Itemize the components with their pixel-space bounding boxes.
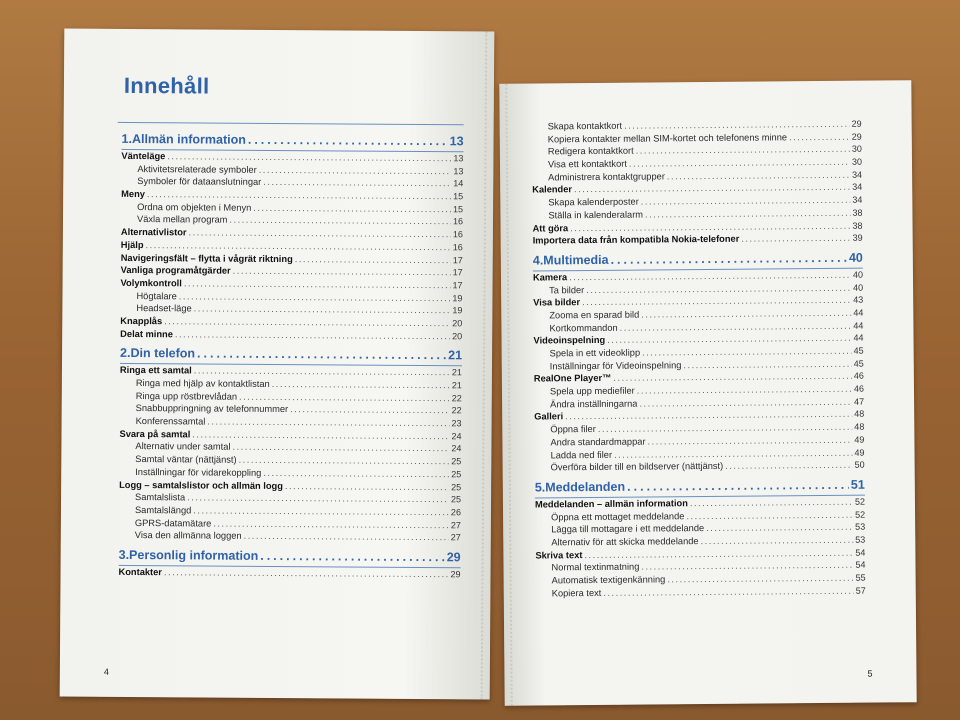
- dot-leader: [586, 282, 851, 294]
- toc-entry-page: 24: [451, 443, 462, 454]
- dot-leader: [187, 493, 449, 505]
- page-heading: Innehåll: [123, 72, 210, 99]
- toc-entry-page: 30: [851, 144, 862, 155]
- toc-entry-title: Samtal väntar (nättjänst): [135, 454, 237, 465]
- dot-leader: [239, 391, 450, 402]
- dot-leader: [569, 270, 851, 282]
- toc-entry-title: Att göra: [532, 222, 569, 234]
- toc-entry-title: Ringa upp röstbrevlådan: [135, 390, 238, 402]
- toc-entry-page: 51: [850, 477, 865, 492]
- dot-leader: [232, 442, 449, 454]
- toc-entry-title: Ringa med hjälp av kontaktlistan: [135, 378, 270, 389]
- toc-entry-title: Administrera kontaktgrupper: [548, 171, 665, 183]
- toc-entry-page: 13: [453, 153, 464, 164]
- toc-entry-page: 52: [854, 496, 865, 507]
- toc-left: [118, 127, 463, 582]
- toc-entry-page: 21: [451, 367, 462, 378]
- toc-section: [118, 567, 460, 582]
- toc-entry-page: 27: [450, 519, 461, 530]
- dot-leader: [263, 468, 449, 479]
- toc-entry-page: 34: [852, 194, 863, 205]
- toc-entry-title: Visa den allmänna loggen: [134, 530, 242, 542]
- dot-leader: [607, 333, 851, 345]
- toc-entry-title: Meny: [121, 188, 145, 200]
- dot-leader: [260, 549, 445, 564]
- toc-entry-title: Ta bilder: [549, 284, 585, 295]
- toc-entry-title: Meddelanden – allmän information: [534, 498, 688, 510]
- toc-entry-title: Högtalare: [136, 290, 177, 301]
- left-page: [60, 29, 495, 700]
- toc-entry-page: 47: [854, 396, 865, 407]
- toc-entry-title: Importera data från kompatibla Nokia-telefoner: [532, 233, 740, 246]
- toc-entry-title: Konferenssamtal: [135, 416, 206, 427]
- dot-leader: [620, 320, 852, 332]
- dot-leader: [164, 316, 450, 328]
- toc-entry-title: Spela upp mediefiler: [549, 385, 635, 397]
- toc-entry-title: Zooma en sparad bild: [549, 309, 640, 321]
- toc-entry-title: Svara på samtal: [119, 428, 191, 440]
- dot-leader: [701, 535, 854, 546]
- page-number-left: 4: [103, 666, 109, 677]
- toc-entry-title: Andra standardmappar: [550, 436, 646, 448]
- toc-entry-page: 16: [452, 242, 463, 253]
- toc-entry-page: 26: [450, 507, 462, 518]
- toc-entry-title: Normal textinmatning: [551, 561, 640, 573]
- dot-leader: [645, 208, 850, 220]
- binding-holes: [505, 84, 513, 706]
- toc-entry-title: Symboler för dataanslutningar: [137, 176, 262, 188]
- dot-leader: [248, 133, 448, 148]
- toc-entry-page: 52: [855, 509, 866, 520]
- toc-entry-title: Kopiera text: [551, 587, 602, 599]
- dot-leader: [667, 573, 853, 585]
- dot-leader: [642, 346, 852, 358]
- dot-leader: [574, 182, 850, 194]
- dot-leader: [613, 371, 852, 383]
- dot-leader: [188, 228, 450, 240]
- dot-leader: [285, 481, 449, 492]
- dot-leader: [610, 251, 846, 267]
- toc-entry-page: 23: [451, 418, 462, 429]
- dot-leader: [229, 215, 451, 227]
- toc-entry-title: Inställningar för vidarekoppling: [135, 466, 262, 478]
- toc-entry-page: 44: [853, 307, 864, 318]
- toc-entry-page: 40: [852, 269, 864, 280]
- toc-entry-page: 17: [452, 280, 463, 291]
- toc-entry-page: 17: [452, 267, 463, 278]
- toc-entry-title: Kalender: [532, 184, 573, 195]
- dot-leader: [741, 233, 850, 244]
- toc-entry-title: Samtalslängd: [134, 504, 192, 516]
- dot-leader: [207, 417, 449, 429]
- dot-leader: [239, 455, 450, 466]
- dot-leader: [175, 329, 450, 341]
- toc-right: [532, 119, 866, 601]
- dot-leader: [290, 404, 450, 415]
- toc-entry-title: Visa bilder: [533, 297, 581, 308]
- toc-entry-page: 57: [855, 585, 866, 596]
- toc-entry-page: 40: [853, 282, 864, 293]
- toc-entry-page: 45: [853, 345, 864, 356]
- toc-entry-page: 54: [855, 547, 866, 558]
- toc-entry-title: Visa ett kontaktkort: [547, 158, 627, 170]
- dot-leader: [706, 522, 853, 533]
- toc-entry-page: 22: [451, 392, 462, 403]
- toc-entry-title: Ordna om objekten i Menyn: [137, 201, 252, 213]
- dot-leader: [194, 366, 450, 378]
- toc-entry-page: 16: [452, 229, 463, 240]
- toc-entry-title: Samtalslista: [135, 492, 186, 503]
- dot-leader: [259, 165, 452, 176]
- toc-entry-title: Headset-läge: [136, 303, 192, 314]
- dot-leader: [164, 567, 449, 579]
- toc-entry-title: Aktivitetsrelaterade symboler: [137, 163, 257, 175]
- toc-entry-title: Kontakter: [118, 566, 162, 578]
- toc-chapter: [120, 343, 462, 365]
- toc-entry-title: Öppna ett mottaget meddelande: [551, 510, 685, 522]
- toc-entry-title: Spela in ett videoklipp: [549, 347, 641, 359]
- dot-leader: [789, 131, 850, 142]
- toc-entry-title: Automatisk textigenkänning: [551, 574, 666, 586]
- toc-entry-page: 30: [851, 156, 863, 167]
- toc-entry-page: 40: [848, 250, 863, 265]
- toc-entry-page: 50: [854, 459, 865, 470]
- dot-leader: [184, 278, 451, 290]
- toc-entry-title: Ställa in kalenderalarm: [548, 209, 644, 221]
- dot-leader: [192, 429, 449, 441]
- toc-subsection: [119, 530, 461, 545]
- toc-entry-page: 27: [450, 532, 461, 543]
- toc-entry-page: 20: [452, 330, 463, 341]
- toc-chapter: [119, 545, 461, 567]
- dot-leader: [603, 585, 853, 597]
- toc-entry-page: 34: [852, 169, 863, 180]
- toc-entry-page: 22: [451, 405, 462, 416]
- dot-leader: [627, 478, 849, 494]
- toc-entry-title: Vanliga programåtgärder: [120, 265, 231, 276]
- toc-entry-page: 16: [452, 216, 464, 227]
- toc-entry-title: Skapa kontaktkort: [547, 120, 623, 132]
- dot-leader: [598, 422, 853, 434]
- toc-entry-title: Kopiera kontakter mellan SIM-kortet och telefonens minne: [547, 131, 788, 145]
- dot-leader: [690, 497, 853, 508]
- dot-leader: [263, 177, 451, 188]
- toc-section: [533, 233, 863, 249]
- toc-entry-page: 29: [446, 550, 461, 565]
- toc-entry-page: 46: [853, 371, 864, 382]
- dot-leader: [233, 266, 451, 278]
- toc-entry-page: 14: [453, 178, 464, 189]
- toc-entry-page: 39: [852, 232, 863, 243]
- toc-entry-page: 19: [452, 305, 463, 316]
- toc-entry-title: Öppna filer: [550, 424, 596, 435]
- dot-leader: [167, 151, 451, 163]
- toc-subsection: [536, 585, 866, 601]
- toc-entry-title: Navigeringsfält – flytta i vågrät riktning: [120, 252, 293, 264]
- heading-rule: [118, 122, 464, 125]
- toc-entry-title: Snabbuppringning av telefonnummer: [135, 403, 289, 415]
- dot-leader: [244, 531, 449, 542]
- dot-leader: [683, 358, 851, 369]
- dot-leader: [641, 308, 851, 320]
- toc-entry-title: Galleri: [534, 411, 564, 422]
- binding-holes: [481, 31, 489, 699]
- toc-entry-page: 21: [448, 348, 463, 363]
- toc-entry-page: 29: [450, 569, 461, 580]
- toc-entry-title: Vänteläge: [121, 150, 166, 162]
- toc-entry-page: 38: [852, 207, 863, 218]
- dot-leader: [565, 409, 852, 422]
- dot-leader: [639, 396, 852, 408]
- toc-entry-page: 15: [453, 203, 464, 215]
- dot-leader: [295, 254, 451, 265]
- toc-entry-title: Delat minne: [120, 328, 173, 339]
- dot-leader: [637, 384, 852, 396]
- dot-leader: [253, 203, 451, 214]
- toc-entry-page: 53: [855, 534, 866, 545]
- dot-leader: [194, 304, 451, 316]
- dot-leader: [725, 460, 852, 471]
- toc-entry-title: Hjälp: [120, 239, 144, 250]
- toc-entry-page: 29: [851, 118, 862, 129]
- dot-leader: [147, 189, 451, 201]
- toc-entry-page: 49: [854, 434, 865, 445]
- dot-leader: [667, 170, 850, 182]
- toc-entry-page: 29: [851, 131, 862, 142]
- toc-entry-page: 13: [453, 165, 464, 176]
- toc-entry-title: Skapa kalenderposter: [548, 196, 639, 208]
- toc-entry-page: 15: [453, 191, 464, 202]
- dot-leader: [624, 119, 850, 131]
- dot-leader: [570, 220, 850, 232]
- right-page: [499, 80, 916, 706]
- toc-entry-title: Alternativ för att skicka meddelande: [551, 536, 699, 548]
- dot-leader: [641, 195, 851, 207]
- toc-entry-page: 25: [451, 456, 462, 467]
- toc-entry-page: 45: [853, 358, 864, 369]
- toc-entry-page: 38: [852, 220, 863, 231]
- dot-leader: [647, 435, 852, 447]
- toc-entry-page: 17: [452, 254, 463, 265]
- toc-chapter: [121, 129, 463, 151]
- toc-entry-page: 46: [853, 383, 865, 394]
- toc-entry-page: 44: [853, 332, 864, 344]
- toc-entry-title: Logg – samtalslistor och allmän logg: [119, 479, 283, 491]
- dot-leader: [213, 518, 449, 530]
- dot-leader: [146, 240, 451, 252]
- dot-leader: [686, 509, 853, 520]
- toc-entry-page: 20: [452, 318, 463, 329]
- dot-leader: [197, 347, 446, 363]
- page-number-right: 5: [867, 668, 873, 679]
- dot-leader: [193, 505, 449, 517]
- toc-entry-page: 34: [852, 182, 863, 193]
- dot-leader: [584, 547, 853, 559]
- toc-entry-title: 2.Din telefon: [120, 346, 196, 361]
- dot-leader: [582, 295, 851, 307]
- toc-entry-page: 24: [451, 430, 462, 442]
- toc-entry-title: Videoinspelning: [533, 335, 606, 346]
- toc-entry-title: Växla mellan program: [136, 214, 228, 226]
- toc-entry-title: Kamera: [532, 272, 568, 283]
- toc-entry-title: Alternativlistor: [120, 227, 187, 238]
- toc-entry-title: Volymkontroll: [120, 277, 182, 289]
- toc-entry-page: 44: [853, 320, 864, 331]
- toc-entry-page: 43: [853, 294, 864, 305]
- toc-entry-title: Redigera kontaktkort: [547, 146, 634, 157]
- toc-entry-page: 21: [451, 380, 462, 391]
- toc-entry-page: 13: [449, 134, 464, 149]
- toc-entry-title: Lägga till mottagare i ett meddelande: [551, 523, 705, 535]
- dot-leader: [641, 560, 853, 572]
- toc-entry-page: 49: [854, 447, 865, 458]
- dot-leader: [629, 157, 850, 169]
- toc-subsection: [535, 460, 865, 476]
- dot-leader: [636, 144, 850, 156]
- toc-entry-page: 25: [451, 481, 462, 492]
- dot-leader: [614, 447, 853, 459]
- toc-entry-page: 25: [451, 469, 462, 480]
- toc-entry-title: RealOne Player™: [533, 373, 612, 384]
- toc-entry-title: 4.Multimedia: [532, 252, 609, 268]
- toc-entry-title: 5.Meddelanden: [534, 479, 626, 495]
- toc-entry-page: 55: [855, 572, 866, 583]
- toc-entry-title: Knapplås: [120, 315, 163, 327]
- toc-entry-title: Skriva text: [535, 549, 583, 561]
- toc-entry-title: Inställningar för Videoinspelning: [549, 359, 682, 372]
- toc-entry-title: Ladda ned filer: [550, 449, 613, 460]
- toc-entry-title: Alternativ under samtal: [135, 441, 231, 453]
- toc-entry-page: 48: [854, 409, 865, 420]
- toc-entry-page: 25: [451, 494, 462, 505]
- toc-entry-title: Kortkommandon: [549, 322, 618, 334]
- toc-entry-title: 3.Personlig information: [118, 547, 259, 563]
- toc-entry-page: 19: [452, 292, 463, 303]
- toc-entry-title: Ringa ett samtal: [119, 365, 192, 376]
- dot-leader: [179, 291, 451, 303]
- toc-entry-title: GPRS-datamätare: [134, 517, 212, 529]
- toc-entry-title: Ändra inställningarna: [550, 398, 638, 410]
- toc-entry-page: 48: [854, 421, 865, 432]
- toc-entry-title: Överföra bilder till en bildserver (nättjänst): [550, 461, 724, 473]
- toc-entry-page: 54: [855, 559, 866, 571]
- toc-entry-title: 1.Allmän information: [121, 131, 246, 147]
- toc-entry-page: 53: [855, 521, 866, 532]
- toc-section: [120, 329, 462, 344]
- dot-leader: [272, 379, 450, 390]
